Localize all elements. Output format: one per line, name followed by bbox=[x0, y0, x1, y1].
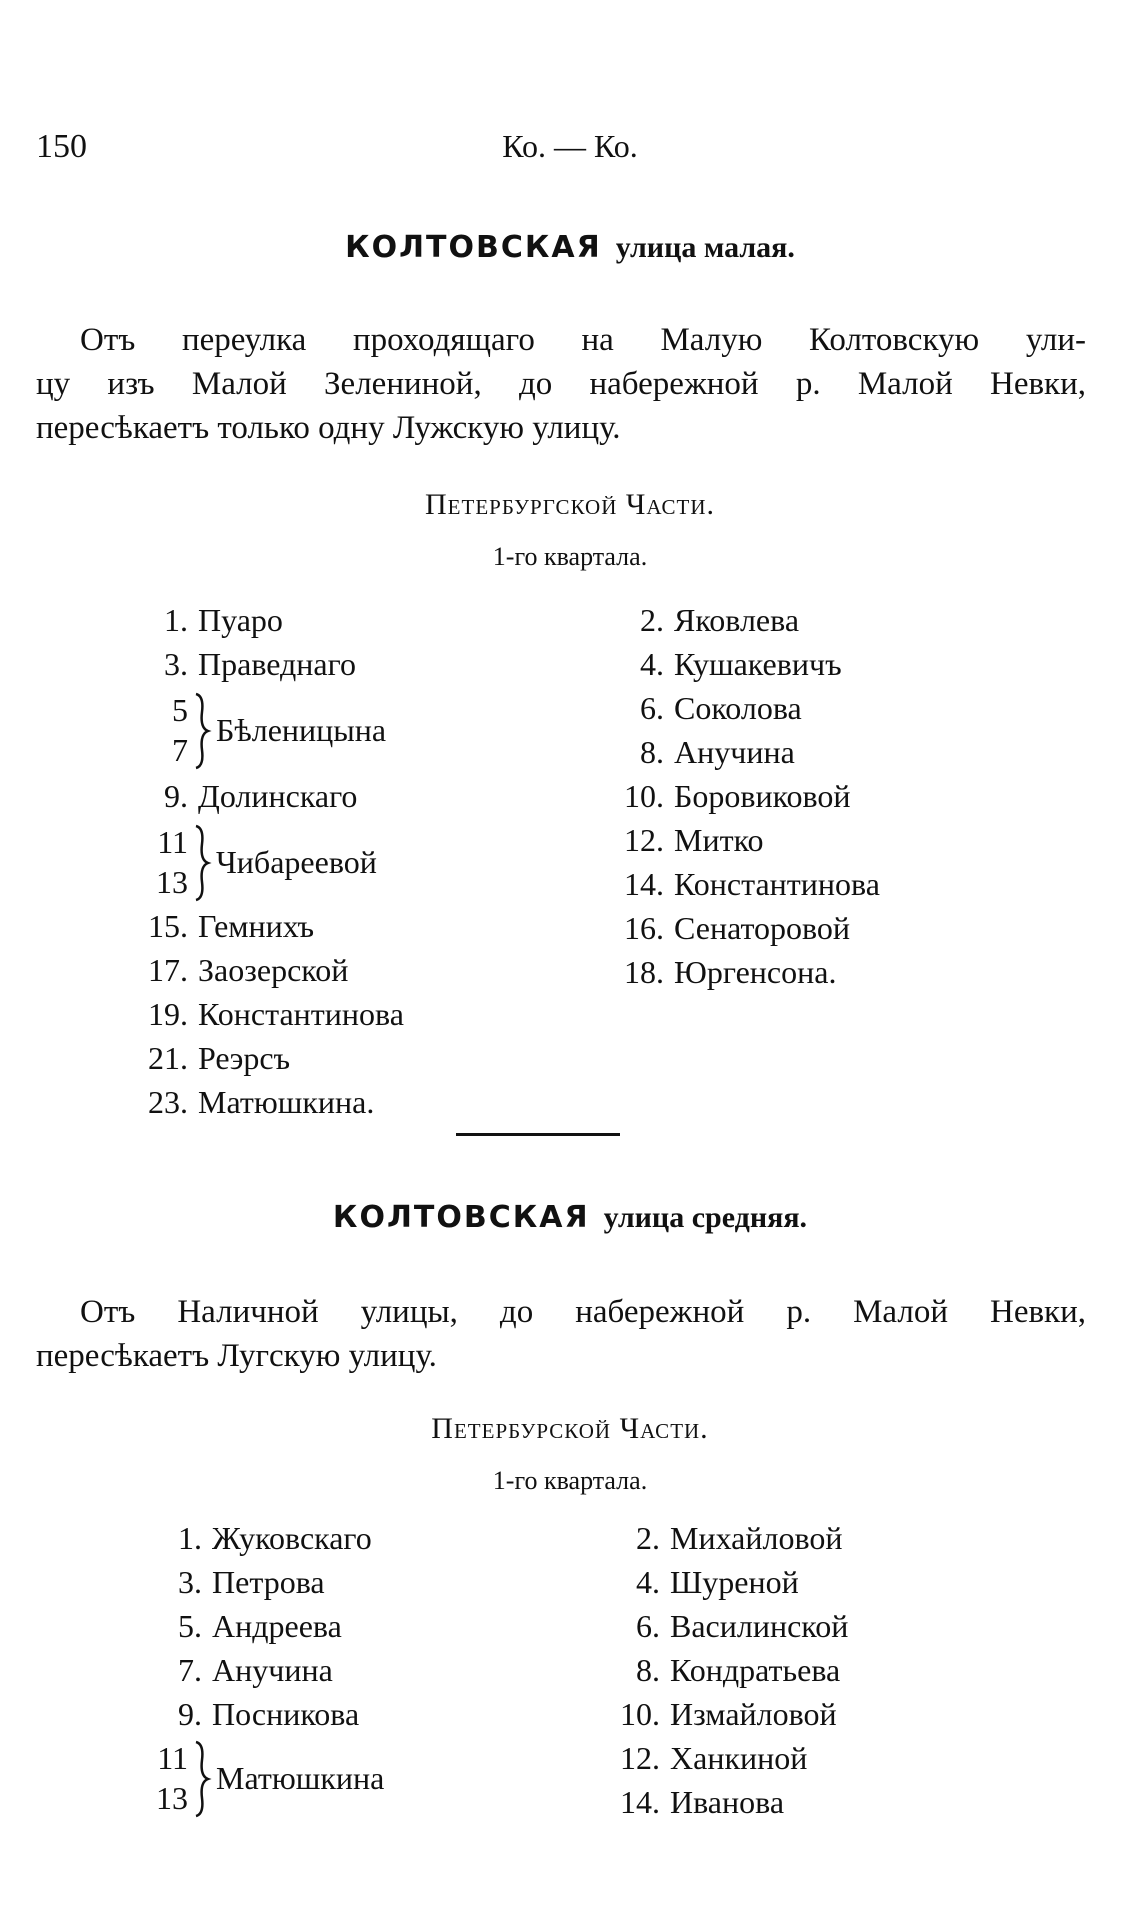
house-number: 3. bbox=[164, 646, 188, 682]
owner-name: Петрова bbox=[212, 1564, 325, 1600]
list-item bbox=[596, 952, 836, 992]
list-item bbox=[596, 644, 842, 684]
owner-name: Матюшкина bbox=[216, 1760, 385, 1796]
owner-name: Михайловой bbox=[670, 1520, 843, 1556]
list-item bbox=[120, 600, 283, 640]
house-number: 14. bbox=[620, 1784, 660, 1820]
house-numbers bbox=[128, 1738, 188, 1818]
owner-name: Праведнаго bbox=[198, 646, 356, 682]
list-item bbox=[596, 776, 851, 816]
house-number: 18. bbox=[624, 954, 664, 990]
owner-name: Андреева bbox=[212, 1608, 342, 1644]
house-number: 19. bbox=[148, 996, 188, 1032]
house-number: 8. bbox=[636, 1652, 660, 1688]
house-number: 6. bbox=[640, 690, 664, 726]
house-number: 23. bbox=[148, 1084, 188, 1120]
owner-name: Пуаро bbox=[198, 602, 283, 638]
owner-name: Заозерской bbox=[198, 952, 349, 988]
owner-name: Шуреной bbox=[670, 1564, 799, 1600]
section2-quarter-heading: 1-го квартала. bbox=[492, 1466, 648, 1495]
list-item bbox=[592, 1738, 807, 1778]
page-number: 150 bbox=[36, 128, 87, 165]
owner-name: Долинскаго bbox=[198, 778, 358, 814]
owner-name: Чибареевой bbox=[216, 844, 377, 880]
owner-name: Посникова bbox=[212, 1696, 360, 1732]
curly-brace-icon bbox=[190, 692, 212, 770]
house-number: 5 bbox=[172, 692, 188, 728]
owner-name: Юргенсона. bbox=[674, 954, 837, 990]
owner-name: Анучина bbox=[212, 1652, 333, 1688]
house-number: 13 bbox=[156, 864, 188, 900]
section1-quarter-heading: 1-го квартала. bbox=[492, 542, 648, 571]
owner-name: Митко bbox=[674, 822, 764, 858]
house-number: 10. bbox=[620, 1696, 660, 1732]
list-item bbox=[592, 1606, 848, 1646]
owner-name: Реэрсъ bbox=[198, 1040, 291, 1076]
section1-title-rest: улица малая. bbox=[615, 231, 795, 264]
section2-title bbox=[0, 1200, 1140, 1235]
section2-desc-line: Отъ Наличной улицы, до набережной р. Малой Невки, bbox=[80, 1294, 1086, 1330]
house-number: 2. bbox=[636, 1520, 660, 1556]
house-number: 13 bbox=[156, 1780, 188, 1816]
section1-description bbox=[36, 318, 1086, 450]
house-number: 6. bbox=[636, 1608, 660, 1644]
list-item bbox=[120, 1038, 290, 1078]
list-item bbox=[596, 732, 795, 772]
list-item bbox=[120, 776, 357, 816]
house-number: 8. bbox=[640, 734, 664, 770]
list-item bbox=[134, 1650, 333, 1690]
house-number: 12. bbox=[624, 822, 664, 858]
list-item bbox=[134, 1694, 359, 1734]
house-number: 10. bbox=[624, 778, 664, 814]
section1-desc-line: Отъ переулка проходящаго на Малую Колтовскую ули- bbox=[80, 322, 1086, 358]
owner-name: Анучина bbox=[674, 734, 795, 770]
section-divider bbox=[456, 1133, 620, 1136]
house-number: 14. bbox=[624, 866, 664, 902]
curly-brace-icon bbox=[190, 824, 212, 902]
house-number: 3. bbox=[178, 1564, 202, 1600]
section2-part-heading: Петербурской Части. bbox=[431, 1412, 709, 1445]
curly-brace-icon bbox=[190, 1740, 212, 1818]
owner-name: Ханкиной bbox=[670, 1740, 808, 1776]
house-number: 7. bbox=[178, 1652, 202, 1688]
section2-title-rest: улица средняя. bbox=[603, 1201, 808, 1234]
owner-name: Яковлева bbox=[674, 602, 800, 638]
house-number: 4. bbox=[640, 646, 664, 682]
section1-part-heading: Петербургской Части. bbox=[425, 488, 715, 521]
section2-description bbox=[36, 1290, 1086, 1378]
list-item bbox=[596, 908, 850, 948]
owner-name: Соколова bbox=[674, 690, 802, 726]
house-number: 4. bbox=[636, 1564, 660, 1600]
list-item bbox=[134, 1606, 342, 1646]
section1-desc-line: пересѣкаетъ только одну Лужскую улицу. bbox=[36, 410, 621, 446]
house-numbers bbox=[128, 822, 188, 902]
house-number: 1. bbox=[164, 602, 188, 638]
list-item bbox=[120, 644, 356, 684]
section1-desc-line: цу изъ Малой Зелениной, до набережной р. Малой Невки, bbox=[36, 366, 1086, 402]
house-numbers bbox=[128, 690, 188, 770]
house-number: 16. bbox=[624, 910, 664, 946]
owner-name: Кушакевичъ bbox=[674, 646, 842, 682]
list-item bbox=[120, 950, 348, 990]
list-item bbox=[592, 1782, 784, 1822]
owner-name: Матюшкина. bbox=[198, 1084, 375, 1120]
section1-title-name: КОЛТОВСКАЯ bbox=[345, 230, 602, 265]
list-item bbox=[134, 1518, 372, 1558]
owner-name: Константинова bbox=[674, 866, 880, 902]
owner-name: Измайловой bbox=[670, 1696, 837, 1732]
owner-name: Иванова bbox=[670, 1784, 785, 1820]
house-number: 21. bbox=[148, 1040, 188, 1076]
house-number: 15. bbox=[148, 908, 188, 944]
house-number: 12. bbox=[620, 1740, 660, 1776]
owner-name: Бѣленицына bbox=[216, 712, 387, 748]
house-number: 11 bbox=[157, 824, 188, 860]
running-head: Ко. — Ко. bbox=[502, 128, 638, 164]
owner-name: Сенаторовой bbox=[674, 910, 851, 946]
list-item bbox=[120, 906, 314, 946]
list-item bbox=[592, 1694, 837, 1734]
list-item bbox=[120, 1082, 374, 1122]
house-number: 5. bbox=[178, 1608, 202, 1644]
list-item bbox=[592, 1650, 840, 1690]
list-item bbox=[120, 994, 404, 1034]
house-number: 1. bbox=[178, 1520, 202, 1556]
house-number: 7 bbox=[172, 732, 188, 768]
owner-name: Константинова bbox=[198, 996, 404, 1032]
list-item bbox=[596, 688, 802, 728]
list-item bbox=[596, 864, 880, 904]
house-number: 9. bbox=[178, 1696, 202, 1732]
section1-title bbox=[0, 230, 1140, 265]
owner-name: Боровиковой bbox=[674, 778, 851, 814]
owner-name: Кондратьева bbox=[670, 1652, 841, 1688]
house-number: 2. bbox=[640, 602, 664, 638]
list-item bbox=[134, 1562, 325, 1602]
list-item bbox=[592, 1562, 799, 1602]
section2-desc-line: пересѣкаетъ Лугскую улицу. bbox=[36, 1338, 437, 1374]
list-item bbox=[596, 600, 799, 640]
list-item bbox=[592, 1518, 842, 1558]
owner-name: Жуковскаго bbox=[212, 1520, 372, 1556]
house-number: 11 bbox=[157, 1740, 188, 1776]
section2-title-name: КОЛТОВСКАЯ bbox=[332, 1200, 590, 1235]
list-item bbox=[596, 820, 763, 860]
house-number: 9. bbox=[164, 778, 188, 814]
owner-name: Василинской bbox=[670, 1608, 849, 1644]
owner-name: Гемнихъ bbox=[198, 908, 315, 944]
house-number: 17. bbox=[148, 952, 188, 988]
